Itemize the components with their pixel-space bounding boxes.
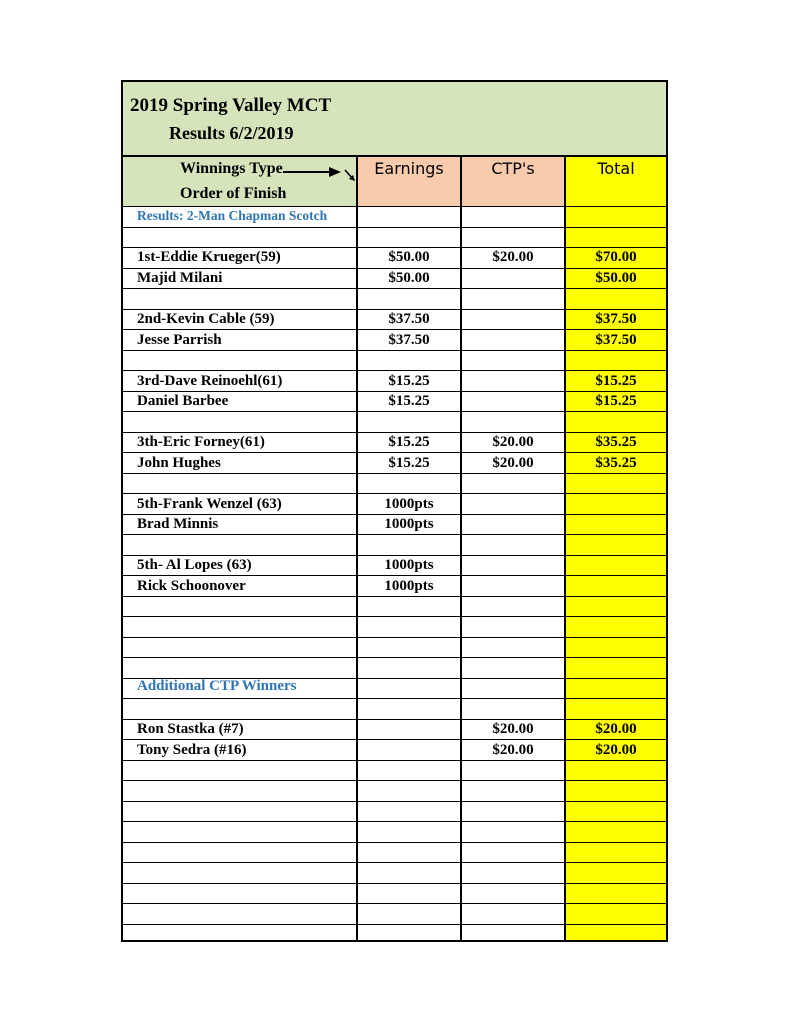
total-value: $15.25 bbox=[595, 393, 637, 409]
total-value bbox=[566, 555, 666, 575]
ctp-value bbox=[462, 309, 564, 329]
player-name: Tony Sedra (#16) bbox=[137, 742, 247, 758]
player-name: 5th- Al Lopes (63) bbox=[137, 557, 252, 573]
earnings-value: $37.50 bbox=[388, 311, 430, 327]
row-gridline bbox=[123, 411, 666, 412]
row-gridline bbox=[123, 780, 666, 781]
row-gridline bbox=[123, 698, 666, 699]
arrow-right-icon bbox=[283, 166, 343, 178]
ctp-value: $20.00 bbox=[492, 721, 534, 737]
total-value bbox=[566, 576, 666, 596]
total-column-header: Total bbox=[597, 159, 635, 178]
row-gridline bbox=[123, 227, 666, 228]
player-name: 1st-Eddie Krueger(59) bbox=[137, 249, 281, 265]
ctp-value: $20.00 bbox=[492, 249, 534, 265]
total-value: $15.25 bbox=[595, 373, 637, 389]
ctp-column-header: CTP's bbox=[491, 159, 535, 178]
corner-arrow-icon bbox=[343, 167, 357, 183]
total-value: $20.00 bbox=[595, 721, 637, 737]
earnings-value: $37.50 bbox=[388, 332, 430, 348]
earnings-value: $15.25 bbox=[388, 434, 430, 450]
section-heading-additional-ctp: Additional CTP Winners bbox=[137, 678, 297, 694]
winnings-type-label: Winnings Type bbox=[180, 160, 283, 177]
earnings-value: $50.00 bbox=[388, 249, 430, 265]
ctp-value bbox=[462, 371, 564, 391]
player-name: Ron Stastka (#7) bbox=[137, 721, 244, 737]
player-name: Majid Milani bbox=[137, 270, 223, 286]
player-name: John Hughes bbox=[137, 455, 221, 471]
section-heading-results: Results: 2-Man Chapman Scotch bbox=[137, 208, 328, 223]
earnings-value: $15.25 bbox=[388, 373, 430, 389]
player-name: 5th-Frank Wenzel (63) bbox=[137, 496, 282, 512]
title-block bbox=[123, 82, 666, 156]
total-value: $35.25 bbox=[595, 455, 637, 471]
row-gridline bbox=[123, 862, 666, 863]
sheet-title: 2019 Spring Valley MCT bbox=[130, 95, 332, 116]
row-gridline bbox=[123, 657, 666, 658]
row-gridline bbox=[123, 596, 666, 597]
row-gridline bbox=[123, 903, 666, 904]
total-value: $37.50 bbox=[595, 311, 637, 327]
row-gridline bbox=[123, 821, 666, 822]
total-value: $35.25 bbox=[595, 434, 637, 450]
earnings-value: 1000pts bbox=[384, 496, 434, 512]
ctp-value bbox=[462, 576, 564, 596]
row-gridline bbox=[123, 350, 666, 351]
total-value: $20.00 bbox=[595, 742, 637, 758]
ctp-value: $20.00 bbox=[492, 434, 534, 450]
ctp-value bbox=[462, 391, 564, 411]
player-name: 3th-Eric Forney(61) bbox=[137, 434, 265, 450]
order-of-finish-label: Order of Finish bbox=[180, 185, 287, 202]
earnings-value bbox=[358, 719, 460, 739]
player-name: Daniel Barbee bbox=[137, 393, 229, 409]
earnings-value: 1000pts bbox=[384, 557, 434, 573]
ctp-value bbox=[462, 555, 564, 575]
sheet-subtitle: Results 6/2/2019 bbox=[169, 123, 294, 143]
row-gridline bbox=[123, 473, 666, 474]
total-value bbox=[566, 494, 666, 514]
earnings-value bbox=[358, 740, 460, 760]
ctp-value bbox=[462, 268, 564, 288]
earnings-value: $15.25 bbox=[388, 455, 430, 471]
row-gridline bbox=[123, 616, 666, 617]
row-gridline bbox=[123, 288, 666, 289]
row-gridline bbox=[123, 760, 666, 761]
title-divider bbox=[123, 155, 666, 157]
player-name: 2nd-Kevin Cable (59) bbox=[137, 311, 275, 327]
total-value: $70.00 bbox=[595, 249, 637, 265]
player-name: 3rd-Dave Reinoehl(61) bbox=[137, 373, 283, 389]
total-value: $37.50 bbox=[595, 332, 637, 348]
player-name: Jesse Parrish bbox=[137, 332, 222, 348]
earnings-value: $15.25 bbox=[388, 393, 430, 409]
results-spreadsheet bbox=[121, 80, 668, 942]
ctp-value bbox=[462, 494, 564, 514]
row-gridline bbox=[123, 883, 666, 884]
row-gridline bbox=[123, 924, 666, 925]
ctp-value: $20.00 bbox=[492, 742, 534, 758]
row-gridline bbox=[123, 801, 666, 802]
earnings-value: $50.00 bbox=[388, 270, 430, 286]
earnings-value: 1000pts bbox=[384, 516, 434, 532]
row-gridline bbox=[123, 842, 666, 843]
ctp-value bbox=[462, 514, 564, 534]
earnings-value: 1000pts bbox=[384, 578, 434, 594]
ctp-value: $20.00 bbox=[492, 455, 534, 471]
total-value: $50.00 bbox=[595, 270, 637, 286]
row-gridline bbox=[123, 534, 666, 535]
row-gridline bbox=[123, 637, 666, 638]
total-value bbox=[566, 514, 666, 534]
player-name: Brad Minnis bbox=[137, 516, 219, 532]
player-name: Rick Schoonover bbox=[137, 578, 246, 594]
earnings-column-header: Earnings bbox=[374, 159, 444, 178]
ctp-value bbox=[462, 330, 564, 350]
